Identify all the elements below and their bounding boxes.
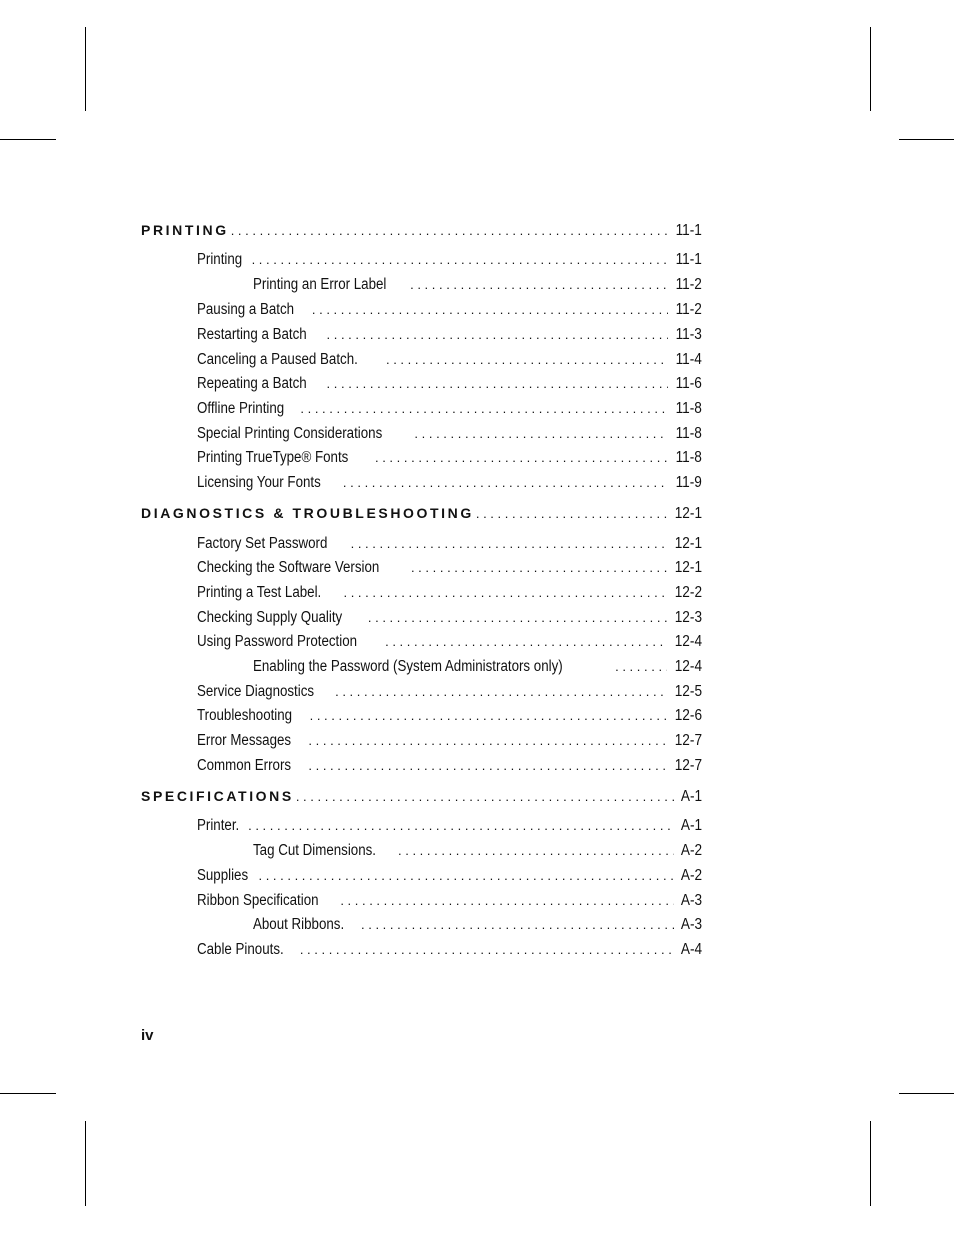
toc-entry-title: SPECIFICATIONS — [141, 788, 294, 804]
dot-leader — [310, 704, 667, 728]
toc-entry-title: Printing TrueType® Fonts — [197, 449, 349, 466]
toc-entry[interactable] — [253, 655, 702, 679]
dot-leader — [361, 913, 674, 937]
dot-leader — [300, 397, 668, 421]
toc-entry[interactable] — [197, 938, 702, 962]
toc-entry[interactable] — [253, 913, 702, 937]
toc-entry-title: Checking the Software Version — [197, 559, 380, 576]
toc-entry-title: Licensing Your Fonts — [197, 474, 321, 491]
toc-entry-title: Supplies — [197, 867, 249, 884]
dot-leader — [386, 348, 668, 372]
toc-entry-title: Enabling the Password (System Administrators only) — [253, 658, 563, 675]
toc-entry[interactable] — [197, 556, 702, 580]
dot-leader — [351, 532, 667, 556]
toc-entry-page: 11-6 — [675, 375, 702, 392]
toc-entry-page: A-2 — [680, 867, 702, 884]
toc-entry[interactable] — [197, 889, 702, 913]
toc-entry[interactable] — [197, 372, 702, 396]
toc-entry-page: 12-1 — [674, 559, 702, 576]
toc-entry[interactable] — [197, 298, 702, 322]
toc-entry[interactable] — [197, 754, 702, 778]
dot-leader — [368, 606, 667, 630]
toc-entry-title: Checking Supply Quality — [197, 609, 343, 626]
toc-entry-title: Repeating a Batch — [197, 375, 307, 392]
toc-entry-title: Canceling a Paused Batch. — [197, 351, 358, 368]
dot-leader — [252, 248, 669, 272]
dot-leader — [398, 839, 674, 863]
toc-entry-page: A-1 — [680, 817, 702, 834]
toc-entry-page: A-2 — [680, 842, 702, 859]
toc-entry-page: 11-9 — [675, 474, 702, 491]
toc-entry-title: Offline Printing — [197, 400, 285, 417]
toc-chapter[interactable] — [141, 784, 702, 808]
toc-entry-title: DIAGNOSTICS & TROUBLESHOOTING — [141, 505, 474, 521]
toc-entry-title: Factory Set Password — [197, 535, 328, 552]
toc-entry-title: Special Printing Considerations — [197, 425, 383, 442]
toc-entry[interactable] — [197, 729, 702, 753]
toc-entry-page: 11-2 — [675, 301, 702, 318]
toc-entry-page: 12-6 — [674, 707, 702, 724]
toc-entry-page: 11-8 — [675, 400, 702, 417]
toc-entry-page: A-1 — [680, 788, 702, 805]
toc-entry-title: Troubleshooting — [197, 707, 293, 724]
toc-entry-page: 12-1 — [674, 535, 702, 552]
toc-entry[interactable] — [253, 273, 702, 297]
toc-entry-page: 11-1 — [675, 222, 702, 239]
dot-leader — [385, 630, 667, 654]
toc-entry-page: 12-3 — [674, 609, 702, 626]
toc-entry[interactable] — [197, 814, 702, 838]
dot-leader — [343, 581, 666, 605]
toc-entry[interactable] — [197, 532, 702, 556]
toc-entry-title: PRINTING — [141, 222, 229, 238]
dot-leader — [375, 446, 668, 470]
toc-entry-title: Restarting a Batch — [197, 326, 307, 343]
toc-entry[interactable] — [197, 581, 702, 605]
toc-entry-title: Printing an Error Label — [253, 276, 387, 293]
dot-leader — [340, 889, 674, 913]
dot-leader — [312, 298, 668, 322]
toc-entry[interactable] — [197, 606, 702, 630]
toc-entry-title: Tag Cut Dimensions. — [253, 842, 376, 859]
page-number: iv — [141, 1027, 154, 1044]
toc-entry-title: Error Messages — [197, 732, 292, 749]
toc-entry-page: A-4 — [680, 941, 702, 958]
toc-entry-title: Common Errors — [197, 757, 292, 774]
toc-entry-title: Ribbon Specification — [197, 892, 319, 909]
dot-leader — [335, 680, 667, 704]
toc-entry[interactable] — [197, 630, 702, 654]
dot-leader — [258, 864, 673, 888]
toc-entry[interactable] — [197, 323, 702, 347]
toc-entry-title: About Ribbons. — [253, 916, 345, 933]
toc-entry[interactable] — [197, 446, 702, 470]
toc-entry-page: 12-5 — [674, 683, 702, 700]
toc-entry[interactable] — [197, 864, 702, 888]
toc-entry-page: 12-1 — [674, 505, 702, 522]
dot-leader — [327, 372, 669, 396]
dot-leader — [411, 556, 667, 580]
toc-entry-title: Printing — [197, 251, 243, 268]
toc-entry-page: A-3 — [680, 916, 702, 933]
toc-entry-title: Printer. — [197, 817, 240, 834]
dot-leader — [308, 729, 667, 753]
toc-entry-page: 12-4 — [674, 658, 702, 675]
toc-entry[interactable] — [197, 348, 702, 372]
dot-leader — [248, 814, 674, 838]
toc-entry[interactable] — [197, 704, 702, 728]
toc-entry-page: 11-8 — [675, 425, 702, 442]
toc-entry-title: Service Diagnostics — [197, 683, 315, 700]
toc-chapter[interactable] — [141, 501, 702, 525]
dot-leader — [296, 785, 674, 809]
dot-leader — [414, 422, 668, 446]
toc-entry-page: 11-3 — [675, 326, 702, 343]
dot-leader — [300, 938, 674, 962]
toc-entry[interactable] — [197, 397, 702, 421]
toc-entry[interactable] — [197, 680, 702, 704]
toc-entry-page: 12-7 — [674, 757, 702, 774]
dot-leader — [615, 655, 667, 679]
toc-entry-page: 11-4 — [675, 351, 702, 368]
dot-leader — [327, 323, 669, 347]
toc-entry[interactable] — [197, 422, 702, 446]
toc-entry-title: Using Password Protection — [197, 633, 358, 650]
toc-entry[interactable] — [197, 248, 702, 272]
toc-entry-page: 12-7 — [674, 732, 702, 749]
toc-chapter[interactable] — [141, 218, 702, 242]
toc-entry-page: 11-8 — [675, 449, 702, 466]
dot-leader — [343, 471, 668, 495]
toc-entry-page: 11-1 — [675, 251, 702, 268]
dot-leader — [410, 273, 668, 297]
dot-leader — [476, 502, 667, 526]
toc-entry-title: Pausing a Batch — [197, 301, 295, 318]
toc-entry-page: 12-2 — [674, 584, 702, 601]
dot-leader — [231, 219, 668, 243]
toc-entry-page: 11-2 — [675, 276, 702, 293]
toc-entry-page: 12-4 — [674, 633, 702, 650]
toc-entry-page: A-3 — [680, 892, 702, 909]
toc-entry[interactable] — [197, 471, 702, 495]
toc-entry-title: Printing a Test Label. — [197, 584, 322, 601]
toc-entry[interactable] — [253, 839, 702, 863]
toc-entry-title: Cable Pinouts. — [197, 941, 284, 958]
dot-leader — [308, 754, 667, 778]
